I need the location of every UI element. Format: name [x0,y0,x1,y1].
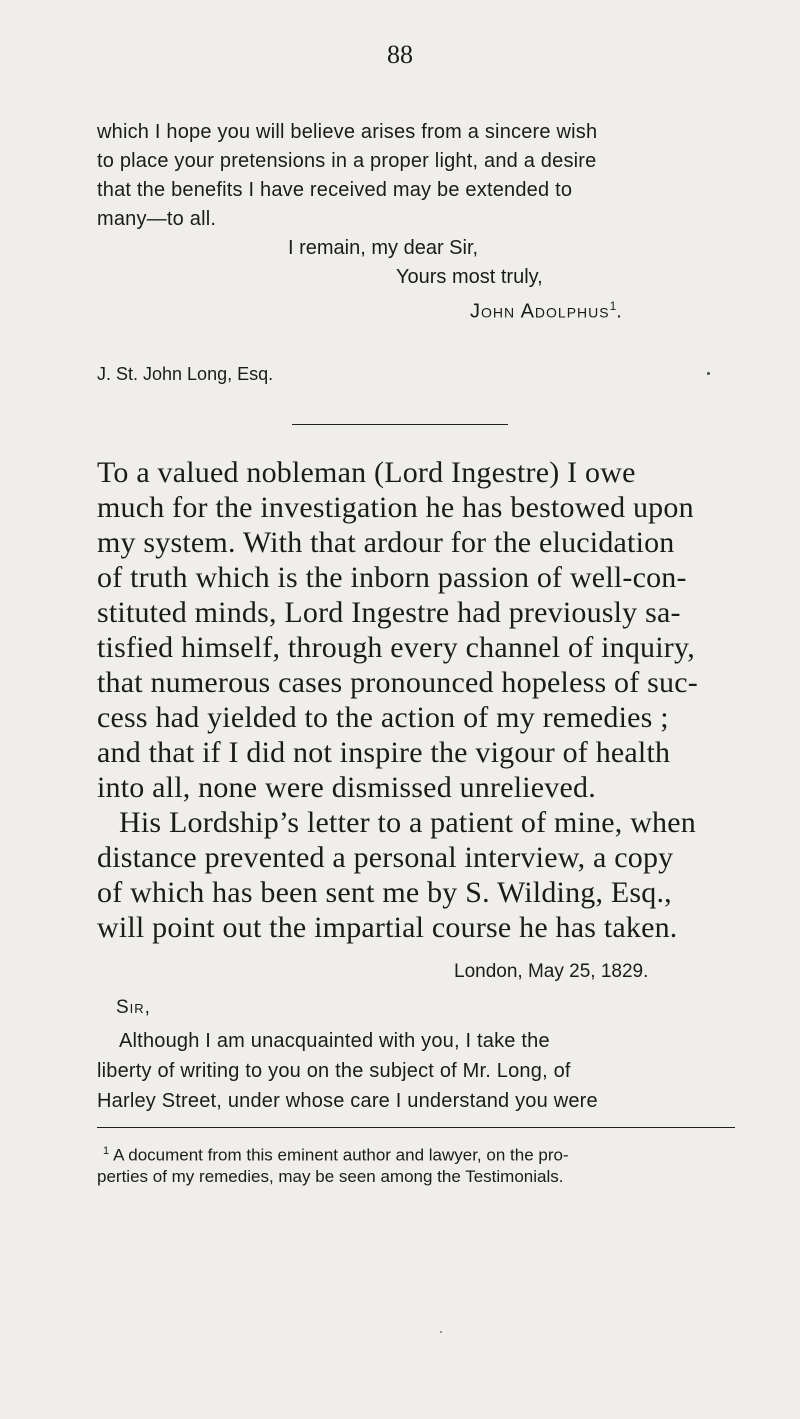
text-line: my system. With that ardour for the elucidation [97,526,675,559]
text-line: liberty of writing to you on the subject of Mr. Long, of [97,1060,571,1082]
letter-date: London, May 25, 1829. [454,961,649,982]
print-speck [707,372,710,375]
footnote-reference: 1 [609,299,617,313]
signature-period: . [616,300,622,323]
section-divider [292,424,508,425]
text-line: to place your pretensions in a proper light, and a desire [97,150,597,172]
text-line: tisfied himself, through every channel of inquiry, [97,631,695,664]
text-line: that the benefits I have received may be extended to [97,179,573,201]
footnote-mark: 1 [103,1145,110,1157]
footnote-line: perties of my remedies, may be seen among the Testimonials. [97,1167,564,1186]
text-line: will point out the impartial course he has taken. [97,911,678,944]
footnote-text: A document from this eminent author and lawyer, on the pro- [113,1145,569,1165]
letter-salutation: Sir, [116,997,151,1018]
footnote-divider [97,1127,735,1128]
text-line: cess had yielded to the action of my remedies ; [97,701,669,734]
signature-name: John Adolphus [470,300,610,323]
text-line: of truth which is the inborn passion of well-con- [97,561,687,594]
text-line: stituted minds, Lord Ingestre had previously sa- [97,596,681,629]
text-line: of which has been sent me by S. Wilding, Esq., [97,876,672,909]
closing-line: I remain, my dear Sir, [288,237,479,259]
signature-line [470,292,622,326]
text-line: and that if I did not inspire the vigour of health [97,736,671,769]
recipient-line: J. St. John Long, Esq. [97,364,274,384]
text-line: much for the investigation he has bestowed upon [97,491,694,524]
text-line: into all, none were dismissed unrelieved. [97,771,596,804]
text-line: which I hope you will believe arises from a sincere wish [97,121,598,143]
footnote-line [103,1139,569,1168]
text-line: that numerous cases pronounced hopeless of suc- [97,666,698,699]
valediction-line: Yours most truly, [396,266,543,288]
text-line: many—to all. [97,208,217,230]
text-line: His Lordship’s letter to a patient of mine, when [119,806,696,839]
text-line: Harley Street, under whose care I understand you were [97,1090,598,1112]
text-line: To a valued nobleman (Lord Ingestre) I owe [97,456,636,489]
print-speck [440,1331,442,1333]
page-number: 88 [387,40,413,69]
text-line: distance prevented a personal interview, a copy [97,841,674,874]
text-line: Although I am unacquainted with you, I take the [119,1030,550,1052]
